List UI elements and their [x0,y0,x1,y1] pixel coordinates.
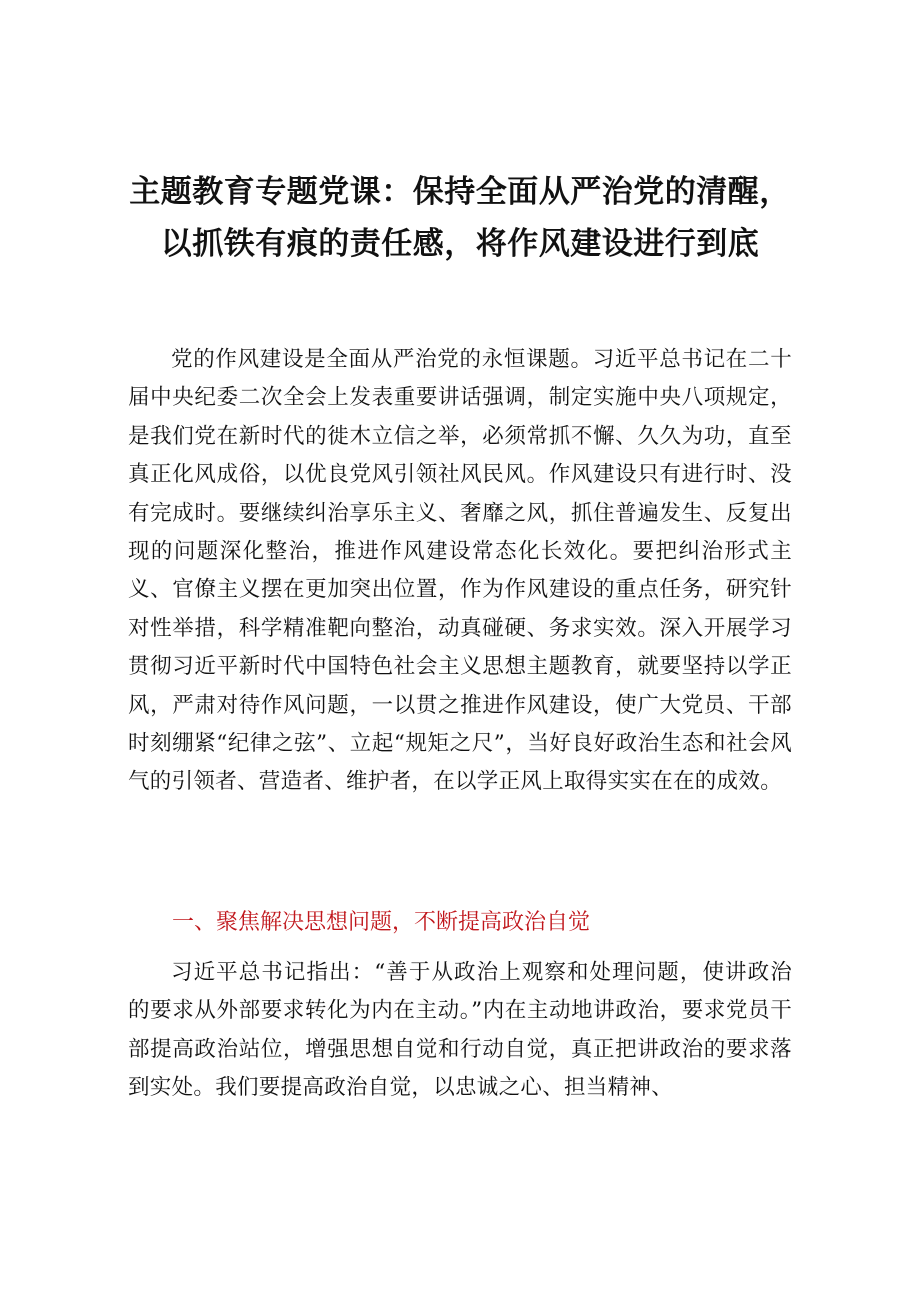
intro-paragraph: 党的作风建设是全面从严治党的永恒课题。习近平总书记在二十届中央纪委二次全会上发表重要讲话强调，制定实施中央八项规定，是我们党在新时代的徙木立信之举，必须常抓不懈、久久为功，直至真正化风成俗，以优良党风引领社风民风。作风建设只有进行时、没有完成时。要继续纠治享乐主义、奢靡之风，抓住普遍发生、反复出现的问题深化整治，推进作风建设常态化长效化。要把纠治形式主义、官僚主义摆在更加突出位置，作为作风建设的重点任务，研究针对性举措，科学精准靶向整治，动真碰硬、务求实效。深入开展学习贯彻习近平新时代中国特色社会主义思想主题教育，就要坚持以学正风，严肃对待作风问题，一以贯之推进作风建设，使广大党员、干部时刻绷紧“纪律之弦”、立起“规矩之尺”，当好良好政治生态和社会风气的引领者、营造者、维护者，在以学正风上取得实实在在的成效。 [128,347,792,795]
section-paragraph: 习近平总书记指出：“善于从政治上观察和处理问题，使讲政治的要求从外部要求转化为内在主动。”内在主动地讲政治，要求党员干部提高政治站位，增强思想自觉和行动自觉，真正把讲政治的要求落到实处。我们要提高政治自觉，以忠诚之心、担当精神、 [128,960,792,1101]
section-heading: 一、聚焦解决思想问题，不断提高政治自觉 [172,910,591,935]
document-title: 主题教育专题党课：保持全面从严治党的清醒，以抓铁有痕的责任感，将作风建设进行到底 [129,174,791,262]
